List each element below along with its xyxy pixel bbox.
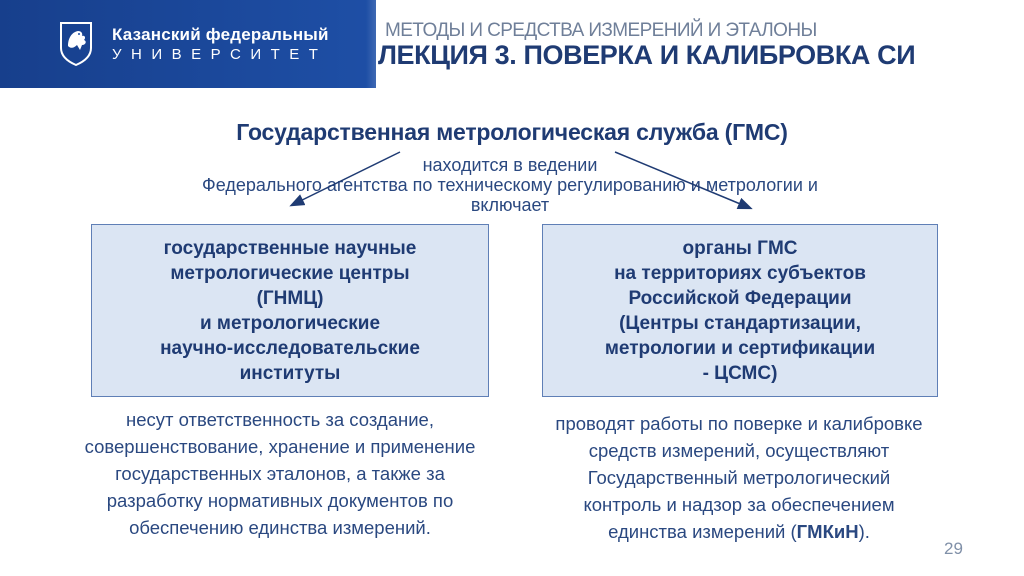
course-title: МЕТОДЫ И СРЕДСТВА ИЗМЕРЕНИЙ И ЭТАЛОНЫ bbox=[385, 20, 817, 41]
university-name: Казанский федеральный bbox=[112, 25, 329, 44]
gnmc-box bbox=[91, 224, 489, 397]
csms-description bbox=[505, 410, 973, 545]
gnmc-description: несут ответственность за создание, совершенствование, хранение и применение государственных эталонов, а также за разработку нормативных документов по обеспечению единства измерений. bbox=[84, 409, 476, 538]
gmkin-abbrev: ГМКиН bbox=[796, 521, 859, 542]
subtext-line-2: Федерального агентства по техническому регулированию и метрологии и bbox=[202, 175, 818, 195]
csms-description-text: проводят работы по поверке и калибровке средств измерений, осуществляют Государственный метрологический контроль и надзор за обеспечением единства измерений ( bbox=[555, 413, 923, 542]
csms-box bbox=[542, 224, 938, 397]
page-number: 29 bbox=[944, 539, 963, 558]
university-subtitle: УНИВЕРСИТЕТ bbox=[112, 46, 328, 63]
subtext-line-1: находится в ведении bbox=[422, 155, 598, 175]
lecture-title: ЛЕКЦИЯ 3. ПОВЕРКА И КАЛИБРОВКА СИ bbox=[378, 40, 916, 70]
subtext-line-3: включает bbox=[470, 195, 550, 215]
right-arrow bbox=[615, 152, 750, 208]
left-arrow bbox=[292, 152, 400, 205]
slide-heading: Государственная метрологическая служба (ГМС) bbox=[236, 119, 788, 145]
csms-box-text: органы ГМС на территориях субъектов Российской Федерации (Центры стандартизации, метрологии и сертификации - ЦСМС) bbox=[604, 237, 876, 384]
csms-description-end: ). bbox=[858, 521, 870, 542]
gnmc-box-text: государственные научные метрологические центры (ГНМЦ) и метрологические научно-исследовательские институты bbox=[160, 237, 420, 384]
